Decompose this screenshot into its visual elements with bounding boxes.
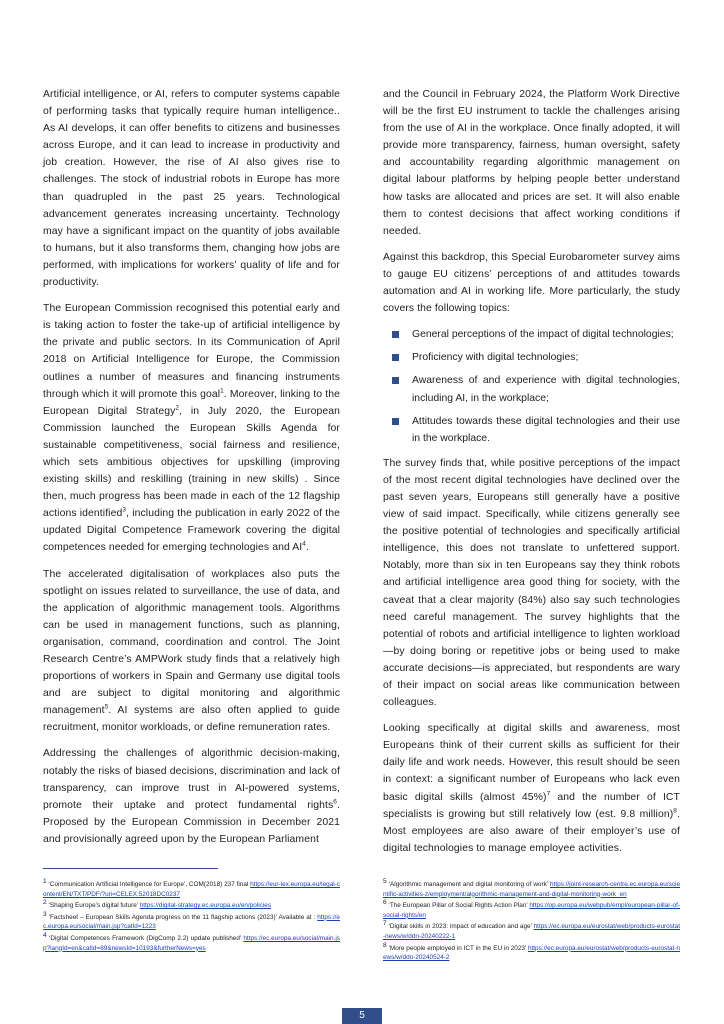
footnote-divider <box>43 868 218 869</box>
footnote-5: $^5$ ‘Algorithmic management and digital monitoring of work’ https://joint-research-centre.ec.europa.eu/scientific-activities-z/employment/algorithmic-management-and-digital-monitoring-work_en <box>383 877 680 898</box>
paragraph-commission-action: The European Commission recognised this potential early and is taking action to foster the take-up of artificial intelligence by the private and public sectors. In its Communication of April 2018 on Artificial Intelligence for Europe, the Commission outlines a number of measures and financing instruments through which it will promote this goal$^1$. Moreover, linking to the European Digital Strategy$^2$, in July 2020, the European Commission launched the European Skills Agenda for sustainable competitiveness, social fairness and resilience, which sets ambitious objectives for upskilling (improving existing skills) and reskilling (training in new skills) . Since then, much progress has been made in each of the 12 flagship actions identified$^3$, including the publication in early 2022 of the updated Digital Competence Framework covering the digital competences needed for emerging technologies and $AI^4$. <box>43 303 340 554</box>
list-item: Awareness of and experience with digital technologies, including AI, in the workplace; <box>383 372 680 406</box>
footnote-link-2[interactable]: https://digital-strategy.ec.europa.eu/en/policies <box>139 902 272 910</box>
footnote-ref-5[interactable]: 5 <box>104 703 109 711</box>
footnote-7: $^7$ ‘Digital skills in 2023: impact of education and age’ https://ec.europa.eu/eurostat/web/products-eurostat-news/w/ddn-20240222-1 <box>383 920 680 940</box>
paragraph-algorithmic-challenges: Addressing the challenges of algorithmic decision-making, notably the risks of biased decisions, discrimination and lack of transparency, can improve trust in AI-powered systems, promote their uptake and protect fundamental rights$^6$. Proposed by the European Commission in December 2021 and provisionally agreed upon by the European Parliament <box>43 748 340 845</box>
footnote-8: $^8$ ‘More people employed in ICT in the EU in 2023’ https://ec.europa.eu/eurostat/web/products-eurostat-news/w/ddn-20240524-2 <box>383 941 680 962</box>
footnote-link-1[interactable]: https://eur-lex.europa.eu/legal-content/EN/TXT/PDF/?uri=CELEX:52018DC0237 <box>43 881 340 898</box>
footnote-1: $^1$ ‘Communication Artificial Intelligence for Europe’, COM(2018) 237 final https://eur-lex.europa.eu/legal-content/EN/TXT/PDF/?uri=CELEX:52018DC0237 <box>43 877 340 898</box>
footnote-link-8[interactable]: https://ec.europa.eu/eurostat/web/products-eurostat-news/w/ddn-20240524-2 <box>383 944 680 962</box>
footnote-link-7[interactable]: https://ec.europa.eu/eurostat/web/products-eurostat-news/w/ddn-20240222-1 <box>383 923 680 940</box>
list-item: General perceptions of the impact of digital technologies; <box>383 326 680 343</box>
paragraph-ai-intro: Artificial intelligence, or AI, refers to computer systems capable of performing tasks that typically require human intelligence.. As AI develops, it can offer benefits to citizens and businesses across Europe, and it can lead to increase in productivity and job creation. However, the rise of AI also gives rise to challenges. The stock of industrial robots in Europe has more than quadrupled in the past 25 years. Technological advancement generates increasing uncertainty. Technology may have a significant impact on the quantity of jobs available to humans, but it also transforms them, changing how jobs are performed, with implications for workers’ quality of life and for productivity. <box>43 89 340 289</box>
square-bullet-icon <box>392 354 399 361</box>
footnote-ref-2[interactable]: 2 <box>175 404 180 412</box>
paragraph-digital-skills: Looking specifically at digital skills and awareness, most Europeans think of their current skills as sufficient for their daily life and work needs. However, this result should be seen in context: a significant number of Europeans who lack even basic digital skills (almost 45%)$^7$ and the number of ICT specialists is growing but still relatively low (est. 9.8 million)$^8$. Most employees are also aware of their employer’s use of digital technologies to manage employee activities. <box>383 723 680 854</box>
footnote-ref-7[interactable]: 7 <box>546 790 551 798</box>
footnote-link-4[interactable]: https://ec.europa.eu/social/main.jsp?langId=en&catId=89&newsId=10193&furtherNews=yes <box>43 934 340 952</box>
page-number: 5 <box>342 1008 382 1024</box>
footnote-link-5[interactable]: https://joint-research-centre.ec.europa.eu/scientific-activities-z/employment/algorithmic-management-and-digital-monitoring-work_en <box>383 881 680 898</box>
right-column <box>383 86 680 866</box>
footnote-ref-6[interactable]: 6 <box>333 798 337 806</box>
square-bullet-icon <box>392 418 399 425</box>
square-bullet-icon <box>392 377 399 384</box>
paragraph-survey-scope: Against this backdrop, this Special Eurobarometer survey aims to gauge EU citizens’ perceptions of and attitudes towards automation and AI in working life. More particularly, the study covers the following topics: <box>383 251 680 315</box>
square-bullet-icon <box>392 331 399 338</box>
footnote-ref-8[interactable]: 8 <box>673 807 677 815</box>
footnotes-right <box>383 877 680 965</box>
footnote-4: $^4$ ‘Digital Competences Framework (DigComp 2.2) update published’ https://ec.europa.eu/social/main.jsp?langId=en&catId=89&newsId=10193&furtherNews=yes <box>43 931 340 952</box>
paragraph-digitalisation: The accelerated digitalisation of workplaces also puts the spotlight on issues related to surveillance, the use of data, and the application of algorithmic management tools. Algorithms can be used in management functions, such as planning, organisation, command, coordination and control. The Joint Research Centre’s AMPWork study finds that a relatively high proportions of workers in Spain and Germany use digital tools and are subject to digital monitoring and algorithmic management$^5$. AI systems are also often applied to guide recruitment, monitor workloads, or define remuneration rates. <box>43 568 340 734</box>
footnote-2: $^2$ ‘Shaping Europe’s digital future’ https://digital-strategy.ec.europa.eu/en/policies <box>43 899 272 910</box>
footnote-link-3[interactable]: https://ec.europa.eu/social/main.jsp?catId=1223 <box>43 913 340 931</box>
footnotes-left <box>43 877 340 955</box>
footnote-ref-3[interactable]: 3 <box>122 506 127 514</box>
footnote-6: $^6$ ‘The European Pillar of Social Rights Action Plan’ https://op.europa.eu/webpub/empl/european-pillar-of-social-rights/en <box>383 899 680 919</box>
list-item: Attitudes towards these digital technologies and their use in the workplace. <box>383 413 680 447</box>
footnote-ref-4[interactable]: 4 <box>302 540 306 548</box>
footnote-link-6[interactable]: https://op.europa.eu/webpub/empl/european-pillar-of-social-rights/en <box>383 902 680 919</box>
footnote-ref-1[interactable]: 1 <box>220 387 224 395</box>
footnote-3: $^3$ ‘Factsheet – European Skills Agenda progress on the 11 flagship actions (2023)’ Available at : https://ec.europa.eu/social/main.jsp?catId=1223 <box>43 910 340 931</box>
topics-list <box>383 326 680 447</box>
left-column <box>43 86 340 857</box>
list-item: Proficiency with digital technologies; <box>383 349 680 366</box>
paragraph-survey-findings: The survey finds that, while positive perceptions of the impact of the most recent digital technologies have declined over the past seven years, Europeans still generally have a positive view of said impact. Specifically, while citizens generally see the positive potential of technologies and specifically artificial intelligence, this does not translate to unfettered support. Notably, more than six in ten Europeans say they think robots and artificial intelligence area good thing for society, with the caveat that a clear majority (84%) also say such technologies need careful management. The survey highlights that the potential of robots and artificial intelligence to lighten workload—by doing boring or repetitive jobs or being used to make accurate decisions—is appreciated, but respondents are wary of their impact on social areas like communication between colleagues. <box>383 457 680 709</box>
paragraph-platform-work: and the Council in February 2024, the Platform Work Directive will be the first EU instrument to tackle the challenges arising from the use of AI in the workplace. Once finally adopted, it will provide more transparency, fairness, human oversight, safety and accountability regarding algorithmic management on digital labour platforms by helping people better understand how tasks are allocated and prices are set. It will also enable them to contest decisions that affect working conditions if needed. <box>383 89 680 237</box>
